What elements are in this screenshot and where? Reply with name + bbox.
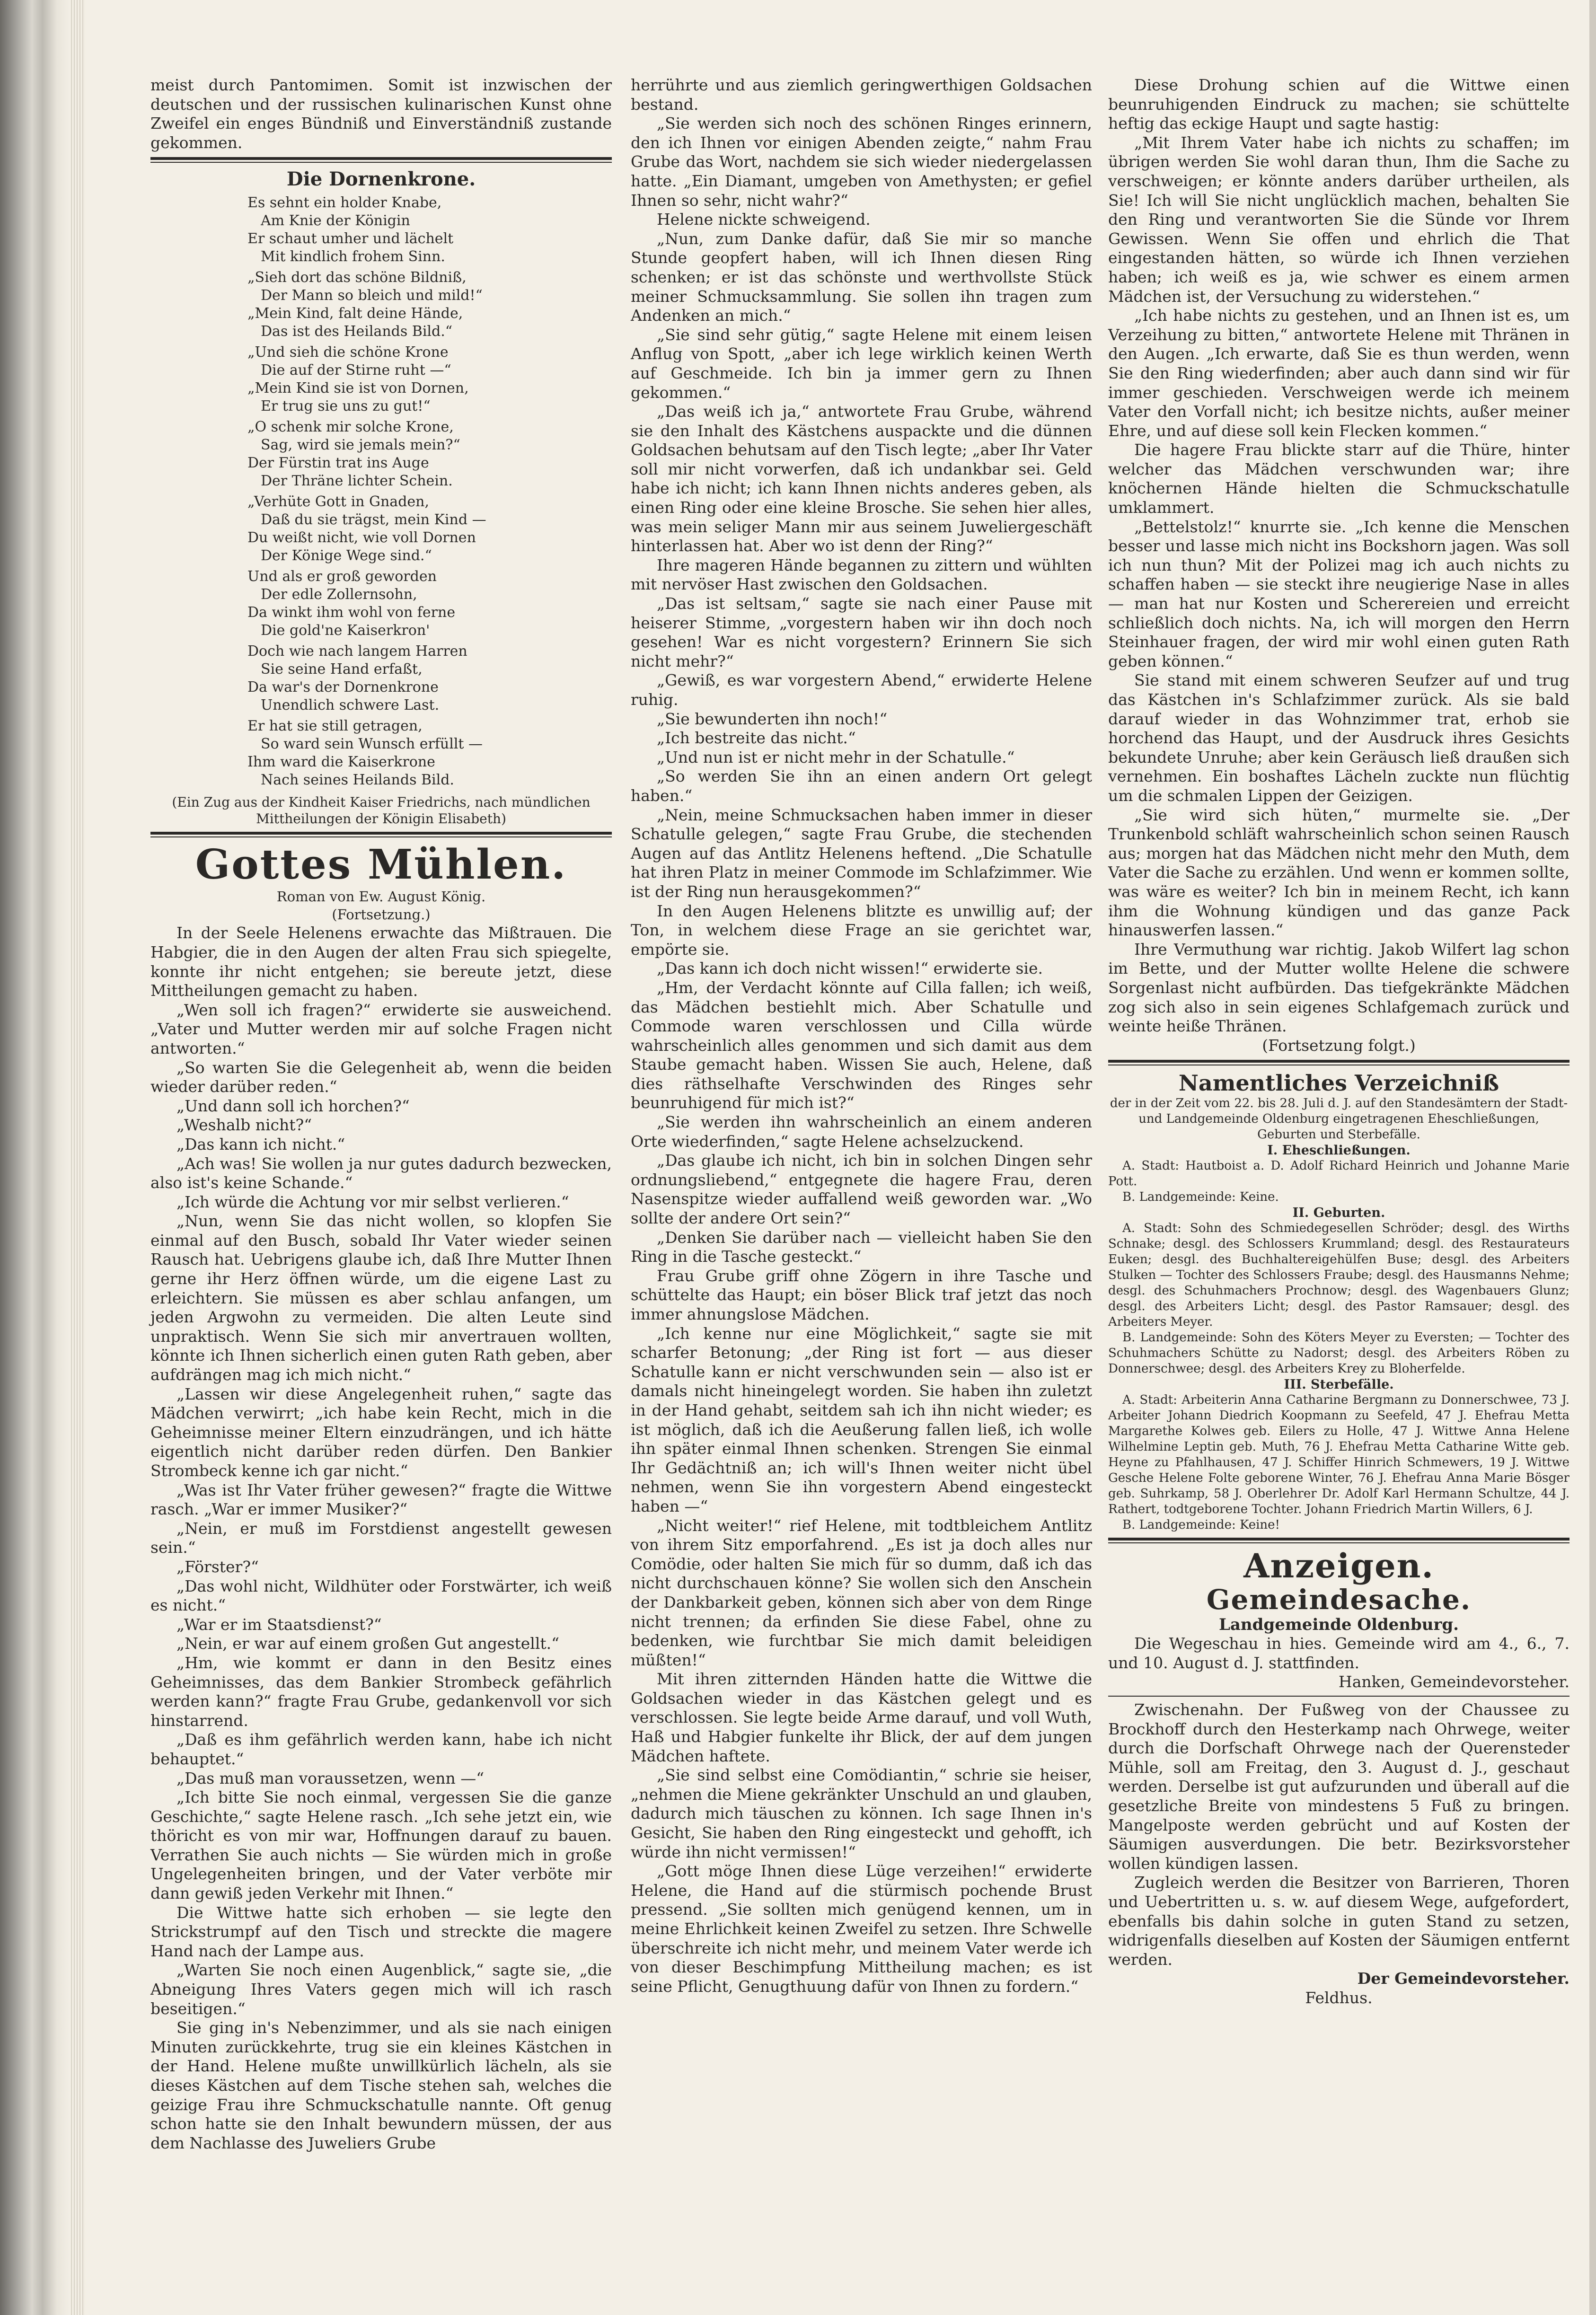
register-section-marriages: I. Eheschließungen.	[1267, 1143, 1411, 1158]
poem-line: Da war's der Dornenkrone	[247, 679, 439, 696]
paragraph: In der Seele Helenens erwachte das Mißtrauen. Die Habgier, die in den Augen der alten Frau sich spiegelte, konnte ihr nicht entgehen; sie bereute jetzt, diese Mittheilungen gemacht zu haben.	[150, 924, 612, 1000]
poem-line: Daß du sie trägst, mein Kind —	[261, 511, 486, 528]
paragraph: Ihre Vermuthung war richtig. Jakob Wilfert lag schon im Bette, und der Mutter wollte Helene die schwere Sorgenlast nicht aufbürden. Das tiefgekränkte Mädchen zog sich also in sein eigenes Schlafgemach zurück und weinte heiße Thränen.	[1108, 940, 1570, 1036]
register	[1108, 1096, 1570, 1533]
zwischenahn-notice-2: Zugleich werden die Besitzer von Barrieren, Thoren und Uebertritten u. s. w. auf diesem Wege, aufgefordert, ebenfalls bis dahin solche in guten Stand zu setzen, widrigenfalls dieselben auf Kosten der Säumigen entfernt werden.	[1108, 1873, 1570, 1969]
paragraph: „Förster?“	[176, 1557, 259, 1576]
paragraph: „Nein, meine Schmucksachen haben immer in dieser Schatulle gelegen,“ sagte Frau Grube, die stechenden Augen auf das Antlitz Helenens heftend. „Die Schatulle hat ihren Platz in meiner Commode im Schlafzimmer. Wie ist der Ring nun herausgekommen?“	[631, 805, 1092, 901]
poem-line: Der edle Zollernsohn,	[261, 586, 417, 603]
intro-paragraph: meist durch Pantomimen. Somit ist inzwischen der deutschen und der russischen kulinarischen Kunst ohne Zweifel ein enges Bündniß und Einverständniß zustande gekommen.	[150, 76, 612, 152]
novel-follow: (Fortsetzung folgt.)	[1262, 1036, 1416, 1055]
poem-line: Am Knie der Königin	[261, 212, 410, 229]
paragraph: Die hagere Frau blickte starr auf die Thüre, hinter welcher das Mädchen verschwunden war; ihre knöchernen Hände hielten die Schmuckschatulle umklammert.	[1108, 440, 1570, 517]
paragraph: „Gott möge Ihnen diese Lüge verzeihen!“ erwiderte Helene, die Hand auf die stürmisch pochende Brust pressend. „Sie sollten mich genügend kennen, um in meine Ehrlichkeit keinen Zweifel zu setzen. Ihre Schwelle überschreite ich nicht mehr, und meinem Vater werde ich von dieser Beschimpfung Mittheilung machen; es ist seine Pflicht, Genugthuung dafür von Ihnen zu fordern.“	[631, 1862, 1092, 1996]
poem-line: Der Thräne lichter Schein.	[261, 473, 453, 490]
municipal-subtitle: Landgemeinde Oldenburg.	[1219, 1615, 1459, 1635]
section-rule	[1108, 1060, 1570, 1063]
paragraph: Ihre mageren Hände begannen zu zittern und wühlten mit nervöser Hast zwischen den Goldsachen.	[631, 555, 1092, 594]
poem-line: So ward sein Wunsch erfüllt —	[261, 736, 483, 753]
novel-text	[150, 924, 612, 2153]
paragraph: „Daß es ihm gefährlich werden kann, habe ich nicht behauptet.“	[150, 1730, 612, 1768]
notice-divider	[1108, 1696, 1570, 1697]
poem-stanza	[247, 269, 612, 341]
poem-note: (Ein Zug aus der Kindheit Kaiser Friedrichs, nach mündlichen Mittheilungen der Königin Elisabeth)	[172, 794, 591, 827]
paragraph: „So werden Sie ihn an einen andern Ort gelegt haben.“	[631, 767, 1092, 805]
paragraph: „Mit Ihrem Vater habe ich nichts zu schaffen; im übrigen werden Sie wohl daran thun, Ihm die Sache zu verschweigen; er könnte anders darüber urtheilen, als Sie! Ich will Sie nicht unglücklich machen, behalten Sie den Ring und verantworten Sie die Sünde vor Ihrem Gewissen. Wenn Sie offen und ehrlich die That eingestanden hätten, so würde ich Ihnen verziehen haben; ich weiß es ja, wie schwer es einem armen Mädchen ist, der Versuchung zu widerstehen.“	[1108, 133, 1570, 306]
register-title: Namentliches Verzeichniß	[1178, 1070, 1499, 1096]
paragraph: „Nicht weiter!“ rief Helene, mit todtbleichem Antlitz von ihrem Sitz emporfahrend. „Es ist ja doch alles nur Comödie, oder halten Sie mich für so dumm, daß ich das nicht durchschauen könne? Sie wollen sich den Anschein der Dankbarkeit geben, können sich aber von dem Ringe nicht trennen; da erfinden Sie diese Fabel, ohne zu bedenken, wie furchtbar Sie mich damit beleidigen müßten!“	[631, 1516, 1092, 1669]
zwischenahn-notice: Zwischenahn. Der Fußweg von der Chaussee zu Brockhoff durch den Hesterkamp nach Ohrwege, weiter durch die Dorfschaft Ohrwege nach der Querensteder Mühle, soll am Freitag, den 3. August d. J., geschaut werden. Derselbe ist gut aufzurunden und überall auf die gesetzliche Breite von mindestens 5 Fuß zu bringen. Mangelposte werden gebrücht und auf Kosten der Säumigen ausverdungen. Die betr. Bezirksvorsteher wollen kündigen lassen.	[1108, 1700, 1570, 1873]
poem-line: Und als er groß geworden	[247, 568, 437, 585]
poem-line: Sag, wird sie jemals mein?“	[261, 437, 460, 454]
paragraph: „Ich würde die Achtung vor mir selbst verlieren.“	[176, 1192, 569, 1211]
page-right-edge	[1589, 0, 1596, 2315]
paragraph: „Das glaube ich nicht, ich bin in solchen Dingen sehr ordnungsliebend,“ entgegnete die hagere Frau, deren Nasenspitze wieder auffallend weiß geworden war. „Wo sollte der andere Ort sein?“	[631, 1151, 1092, 1228]
paragraph: „Ich bestreite das nicht.“	[657, 729, 856, 748]
paragraph: Helene nickte schweigend.	[657, 210, 871, 229]
poem-line: Der Mann so bleich und mild!“	[261, 287, 483, 304]
novel-byline: Roman von Ew. August König.	[276, 889, 486, 905]
paragraph: „Und dann soll ich horchen?“	[176, 1096, 410, 1115]
section-rule	[150, 157, 612, 160]
poem-line: „Mein Kind sie ist von Dornen,	[247, 380, 469, 397]
paragraph: Die Wittwe hatte sich erhoben — sie legte den Strickstrumpf auf den Tisch und streckte die magere Hand nach der Lampe aus.	[150, 1903, 612, 1960]
paragraph: „So warten Sie die Gelegenheit ab, wenn die beiden wieder darüber reden.“	[150, 1058, 612, 1096]
register-section-deaths: III. Sterbefälle.	[1284, 1377, 1394, 1392]
novel-text-end	[1108, 76, 1570, 1036]
poem-line: Er trug sie uns zu gut!“	[261, 398, 431, 415]
paragraph: „Sie sind sehr gütig,“ sagte Helene mit einem leisen Anflug von Spott, „aber ich lege wirklich keinen Werth auf Geschmeide. Ich bin ja immer gern zu Ihnen gekommen.“	[631, 325, 1092, 402]
paragraph: Mit ihren zitternden Händen hatte die Wittwe die Goldsachen wieder in das Kästchen gelegt und es verschlossen. Sie legte beide Arme darauf, und voll Wuth, Haß und Habgier funkelte ihr Blick, der auf dem jungen Mädchen haftete.	[631, 1670, 1092, 1765]
poem-title: Die Dornenkrone.	[286, 168, 476, 191]
column-1	[150, 76, 612, 2153]
poem-line: Ihm ward die Kaiserkrone	[247, 754, 435, 771]
novel-title: Gottes Mühlen.	[195, 841, 567, 889]
paragraph: „Nein, er war auf einem großen Gut angestellt.“	[176, 1634, 560, 1653]
paragraph: „Ach was! Sie wollen ja nur gutes dadurch bezwecken, also ist's keine Schande.“	[150, 1154, 612, 1192]
poem-line: „Sieh dort das schöne Bildniß,	[247, 269, 467, 286]
poem-line: Der Könige Wege sind.“	[261, 547, 432, 564]
poem-line: „Verhüte Gott in Gnaden,	[247, 493, 430, 511]
register-marriages-city: A. Stadt: Hautboist a. D. Adolf Richard Heinrich und Johanne Marie Pott.	[1108, 1159, 1570, 1189]
paragraph: „Sie bewunderten ihn noch!“	[657, 709, 888, 728]
book-binding-edge	[0, 0, 71, 2315]
paragraph: „Gewiß, es war vorgestern Abend,“ erwiderte Helene ruhig.	[631, 671, 1092, 709]
poem-line: Da winkt ihm wohl von ferne	[247, 604, 456, 621]
paragraph: „Ich bitte Sie noch einmal, vergessen Sie die ganze Geschichte,“ sagte Helene rasch. „Ich sehe jetzt ein, wie thöricht es von mir war, Hoffnungen darauf zu bauen. Verrathen Sie auch nichts — Sie würden mich in große Ungelegenheiten bringen, und der Vater verböte mir dann gewiß jeden Verkehr mit Ihnen.“	[150, 1788, 612, 1903]
poem-line: Mit kindlich frohem Sinn.	[261, 248, 445, 265]
register-section-births: II. Geburten.	[1292, 1206, 1385, 1221]
poem-stanza	[247, 568, 612, 640]
section-rule-thin	[150, 836, 612, 837]
poem-stanza	[247, 493, 612, 565]
poem-stanza	[247, 194, 612, 266]
paragraph: herrührte und aus ziemlich geringwerthigen Goldsachen bestand.	[631, 76, 1092, 114]
poem-line: Er schaut umher und lächelt	[247, 230, 454, 247]
section-rule-thin	[150, 162, 612, 163]
novel-text-continued	[631, 76, 1092, 1996]
register-births-rural: B. Landgemeinde: Sohn des Köters Meyer zu Eversten; — Tochter des Schuhmachers Schütte zu Nadorst; desgl. des Arbeiters Röben zu Donnerschwee; desgl. des Arbeiters Krey zu Bloherfelde.	[1108, 1330, 1570, 1376]
paragraph: „Bettelstolz!“ knurrte sie. „Ich kenne die Menschen besser und lasse mich nicht ins Bockshorn jagen. Was soll ich nun thun? Mit der Polizei mag ich auch nichts zu schaffen haben — sie steckt ihre neugierige Nase in alles — man hat nur Kosten und Scherereien und erreicht schließlich doch nichts. Na, ich will morgen den Herrn Steinhauer fragen, der wird mir wohl einen guten Rath geben können.“	[1108, 517, 1570, 670]
poem-stanza	[247, 643, 612, 714]
paragraph: „Sie werden sich noch des schönen Ringes erinnern, den ich Ihnen vor einigen Abenden zeigte,“ nahm Frau Grube das Wort, nachdem sie sich wieder niedergelassen hatte. „Ein Diamant, umgeben von Amethysten; er gefiel Ihnen so sehr, nicht wahr?“	[631, 114, 1092, 210]
paragraph: „Weshalb nicht?“	[176, 1116, 312, 1135]
zwischenahn-signature: Der Gemeindevorsteher.	[1357, 1969, 1570, 1988]
paragraph: Diese Drohung schien auf die Wittwe einen beunruhigenden Eindruck zu machen; sie schüttelte heftig das eckige Haupt und sagte hastig:	[1108, 76, 1570, 133]
register-intro: der in der Zeit vom 22. bis 28. Juli d. J. auf den Standesämtern der Stadt- und Landgemeinde Oldenburg eingetragenen Eheschließungen, Geburten und Sterbefälle.	[1110, 1096, 1568, 1142]
zwischenahn-name: Feldhus.	[1305, 1988, 1373, 2007]
paragraph: „Nein, er muß im Forstdienst angestellt gewesen sein.“	[150, 1519, 612, 1557]
poem-line: Es sehnt ein holder Knabe,	[247, 194, 442, 211]
paragraph: „Nun, zum Danke dafür, daß Sie mir so manche Stunde geopfert haben, will ich Ihnen diesen Ring schenken; er ist das schönste und werthvollste Stück meiner Schmucksammlung. Sie sollen ihn tragen zum Andenken an mich.“	[631, 229, 1092, 325]
poem-line: Sie seine Hand erfaßt,	[261, 661, 423, 678]
poem-line: Der Fürstin trat ins Auge	[247, 455, 429, 472]
poem-stanza	[247, 717, 612, 789]
paragraph: „Das ist seltsam,“ sagte sie nach einer Pause mit heiserer Stimme, „vorgestern haben wir ihn doch noch gesehen! War es nicht vorgestern? Erinnern Sie sich nicht mehr?“	[631, 594, 1092, 670]
poem-line: Die gold'ne Kaiserkron'	[261, 622, 430, 639]
section-rule	[1108, 1538, 1570, 1540]
municipal-title: Gemeindesache.	[1206, 1584, 1472, 1616]
poem-line: Doch wie nach langem Harren	[247, 643, 467, 660]
paragraph: „Das kann ich nicht.“	[176, 1135, 345, 1153]
paragraph: „Und nun ist er nicht mehr in der Schatulle.“	[657, 748, 1015, 766]
paragraph: „Hm, wie kommt er dann in den Besitz eines Geheimnisses, das dem Bankier Strombeck gefährlich werden kann?“ fragte Frau Grube, gedankenvoll vor sich hinstarrend.	[150, 1653, 612, 1730]
paragraph: „Das weiß ich ja,“ antwortete Frau Grube, während sie den Inhalt des Kästchens auspackte und die dünnen Goldsachen behutsam auf den Tisch legte; „aber Ihr Vater soll mir nicht vorwerfen, daß ich undankbar sei. Geld habe ich nicht; ich kann Ihnen nichts anderes geben, als einen Ring oder eine kleine Brosche. Sie sehen hier alles, was mein seliger Mann mir aus seinem Juweliergeschäft hinterlassen hat. Aber wo ist denn der Ring?“	[631, 402, 1092, 555]
paragraph: „Denken Sie darüber nach — vielleicht haben Sie den Ring in die Tasche gesteckt.“	[631, 1228, 1092, 1266]
paragraph: „Wen soll ich fragen?“ erwiderte sie ausweichend. „Vater und Mutter werden mir auf solche Fragen nicht antworten.“	[150, 1000, 612, 1057]
poem-line: Die auf der Stirne ruht —“	[261, 362, 451, 379]
poem-line: Unendlich schwere Last.	[261, 697, 440, 714]
paragraph: „Ich habe nichts zu gestehen, und an Ihnen ist es, um Verzeihung zu bitten,“ antwortete Helene mit Thränen in den Augen. „Ich erwarte, daß Sie es thun werden, wenn Sie den Ring wiederfinden; aber auch dann sind wir für immer geschieden. Verschweigen werde ich meinem Vater den Vorfall nicht; ich besitze nichts, außer meiner Ehre, und auf diese soll kein Flecken kommen.“	[1108, 306, 1570, 440]
register-births-city: A. Stadt: Sohn des Schmiedegesellen Schröder; desgl. des Wirths Schnake; desgl. des Schlossers Krummland; desgl. des Restaurateurs Euken; desgl. des Buchhaltereigehülfen Buse; desgl. des Arbeiters Stulken — Tochter des Schlossers Fraube; desgl. des Hausmanns Nehme; desgl. des Schuhmachers Prochnow; desgl. des Wagenbauers Glunz; desgl. des Arbeiters Licht; desgl. des Pastor Ramsauer; desgl. des Arbeiters Meyer.	[1108, 1221, 1570, 1329]
poem-line: „Mein Kind, falt deine Hände,	[247, 305, 463, 322]
poem-line: Du weißt nicht, wie voll Dornen	[247, 529, 476, 546]
paragraph: „Sie sind selbst eine Comödiantin,“ schrie sie heiser, „nehmen die Miene gekränkter Unschuld an und glauben, dadurch mich täuschen zu können. Ich sage Ihnen in's Gesicht, Sie haben den Ring eingesteckt und gehofft, ich würde ihn nicht vermissen!“	[631, 1766, 1092, 1861]
municipal-signature: Hanken, Gemeindevorsteher.	[1338, 1672, 1570, 1691]
register-deaths-rural: B. Landgemeinde: Keine!	[1122, 1518, 1280, 1532]
municipal-notice: Die Wegeschau in hies. Gemeinde wird am 4., 6., 7. und 10. August d. J. stattfinden.	[1108, 1634, 1570, 1672]
paragraph: „War er im Staatsdienst?“	[176, 1615, 382, 1634]
paragraph: „Das wohl nicht, Wildhüter oder Forstwärter, ich weiß es nicht.“	[150, 1576, 612, 1615]
paragraph: „Warten Sie noch einen Augenblick,“ sagte sie, „die Abneigung Ihres Vaters gegen mich will ich rasch beseitigen.“	[150, 1961, 612, 2018]
paragraph: „Das muß man voraussetzen, wenn —“	[176, 1769, 485, 1787]
paragraph: In den Augen Helenens blitzte es unwillig auf; der Ton, in welchem diese Frage an sie gerichtet war, empörte sie.	[631, 901, 1092, 959]
column-2	[631, 76, 1092, 1996]
paragraph: „Das kann ich doch nicht wissen!“ erwiderte sie.	[657, 959, 1043, 978]
poem	[247, 194, 612, 789]
paragraph: „Sie werden ihn wahrscheinlich an einem anderen Orte wiederfinden,“ sagte Helene achselzuckend.	[631, 1113, 1092, 1151]
paragraph: „Was ist Ihr Vater früher gewesen?“ fragte die Wittwe rasch. „War er immer Musiker?“	[150, 1480, 612, 1519]
paragraph: „Hm, der Verdacht könnte auf Cilla fallen; ich weiß, das Mädchen bestiehlt mich. Aber Schatulle und Commode waren verschlossen und Cilla würde wahrscheinlich alles genommen und sich damit aus dem Staube gemacht haben. Wissen Sie auch, Helene, daß dies räthselhafte Verschwinden des Ringes sehr beunruhigend für mich ist?“	[631, 978, 1092, 1112]
paragraph: Frau Grube griff ohne Zögern in ihre Tasche und schüttelte das Haupt; ein böser Blick traf jetzt das noch immer ahnungslose Mädchen.	[631, 1266, 1092, 1323]
paragraph: „Nun, wenn Sie das nicht wollen, so klopfen Sie einmal auf den Busch, sobald Ihr Vater wieder seinen Rausch hat. Uebrigens glaube ich, daß Ihre Mutter Ihnen gerne ihr Herz öffnen würde, um die eigene Last zu erleichtern. Sie müssen es aber schlau anfangen, um jeden Argwohn zu vermeiden. Die alten Leute sind unpraktisch. Wenn Sie sich mir anvertrauen wollten, könnte ich Ihnen sicherlich einen guten Rath geben, aber aufdrängen mag ich mich nicht.“	[150, 1212, 612, 1384]
paragraph: „Ich kenne nur eine Möglichkeit,“ sagte sie mit scharfer Betonung; „der Ring ist fort — aus dieser Schatulle kann er nicht verschwunden sein — also ist er damals nicht hineingelegt worden. Sie haben ihn zuletzt in der Hand gehabt, seitdem sah ich ihn nicht wieder; es ist möglich, daß ich die Aeußerung fallen ließ, ich wolle ihn später einmal Ihnen schenken. Strengen Sie einmal Ihr Gedächtniß an; ich will's Ihnen weiter nicht übel nehmen, wenn Sie ihn vorgestern Abend eingesteckt haben —“	[631, 1324, 1092, 1515]
column-3	[1108, 76, 1570, 2008]
poem-line: „Und sieh die schöne Krone	[247, 344, 449, 361]
poem-line: Nach seines Heilands Bild.	[261, 772, 454, 789]
register-deaths-city: A. Stadt: Arbeiterin Anna Catharine Bergmann zu Donnerschwee, 73 J. Arbeiter Johann Diedrich Koopmann zu Seefeld, 47 J. Ehefrau Metta Margarethe Kolwes geb. Eilers zu Holle, 47 J. Wittwe Anna Helene Wilhelmine Leptin geb. Muth, 76 J. Ehefrau Metta Catharine Witte geb. Heyne zu Pfahlhausen, 47 J. Schiffer Hinrich Schmewers, 19 J. Wittwe Gesche Helene Folte geborene Winter, 76 J. Ehefrau Anna Marie Bösger geb. Suhrkamp, 58 J. Oberlehrer Dr. Adolf Karl Hermann Schultze, 44 J. Rathert, todtgeborene Tochter. Johann Friedrich Martin Willers, 6 J.	[1108, 1393, 1570, 1517]
paragraph: „Lassen wir diese Angelegenheit ruhen,“ sagte das Mädchen verwirrt; „ich habe kein Recht, mich in die Geheimnisse meiner Eltern einzudrängen, und ich hätte eigentlich nicht darüber reden dürfen. Den Bankier Strombeck kenne ich gar nicht.“	[150, 1384, 612, 1480]
poem-stanza	[247, 418, 612, 490]
section-rule	[150, 832, 612, 835]
novel-continued: (Fortsetzung.)	[332, 907, 431, 923]
paragraph: Sie stand mit einem schweren Seufzer auf und trug das Kästchen in's Schlafzimmer zurück. Als sie bald darauf wieder in das Wohnzimmer trat, erhob sie horchend das Haupt, und der Ausdruck ihres Gesichts bekundete Unruhe; aber kein Geräusch ließ draußen sich vernehmen. Ein boshaftes Lächeln zuckte nun flüchtig um die schmalen Lippen der Geizigen.	[1108, 671, 1570, 805]
register-marriages-rural: B. Landgemeinde: Keine.	[1122, 1190, 1279, 1205]
poem-stanza	[247, 343, 612, 415]
poem-line: Das ist des Heilands Bild.“	[261, 323, 453, 340]
paragraph: „Sie wird sich hüten,“ murmelte sie. „Der Trunkenbold schläft wahrscheinlich schon seinen Rausch aus; morgen hat das Mädchen nicht mehr den Muth, dem Vater die Sache zu erzählen. Und wenn er kommen sollte, was wäre es weiter? Ich bin in meinem Recht, ich kann ihm die Wohnung kündigen und das ganze Pack hinauswerfen lassen.“	[1108, 805, 1570, 940]
poem-line: Er hat sie still getragen,	[247, 718, 423, 735]
paragraph: Sie ging in's Nebenzimmer, und als sie nach einigen Minuten zurückkehrte, trug sie ein kleines Kästchen in der Hand. Helene mußte unwillkürlich lächeln, als sie dieses Kästchen auf dem Tische stehen sah, welches die geizige Frau ihre Schmuckschatulle nannte. Oft genug schon hatte sie den Inhalt bewundern müssen, der aus dem Nachlasse des Juweliers Grube	[150, 2018, 612, 2152]
section-rule-thin	[1108, 1542, 1570, 1543]
poem-line: „O schenk mir solche Krone,	[247, 419, 454, 436]
ads-title: Anzeigen.	[1243, 1546, 1434, 1586]
